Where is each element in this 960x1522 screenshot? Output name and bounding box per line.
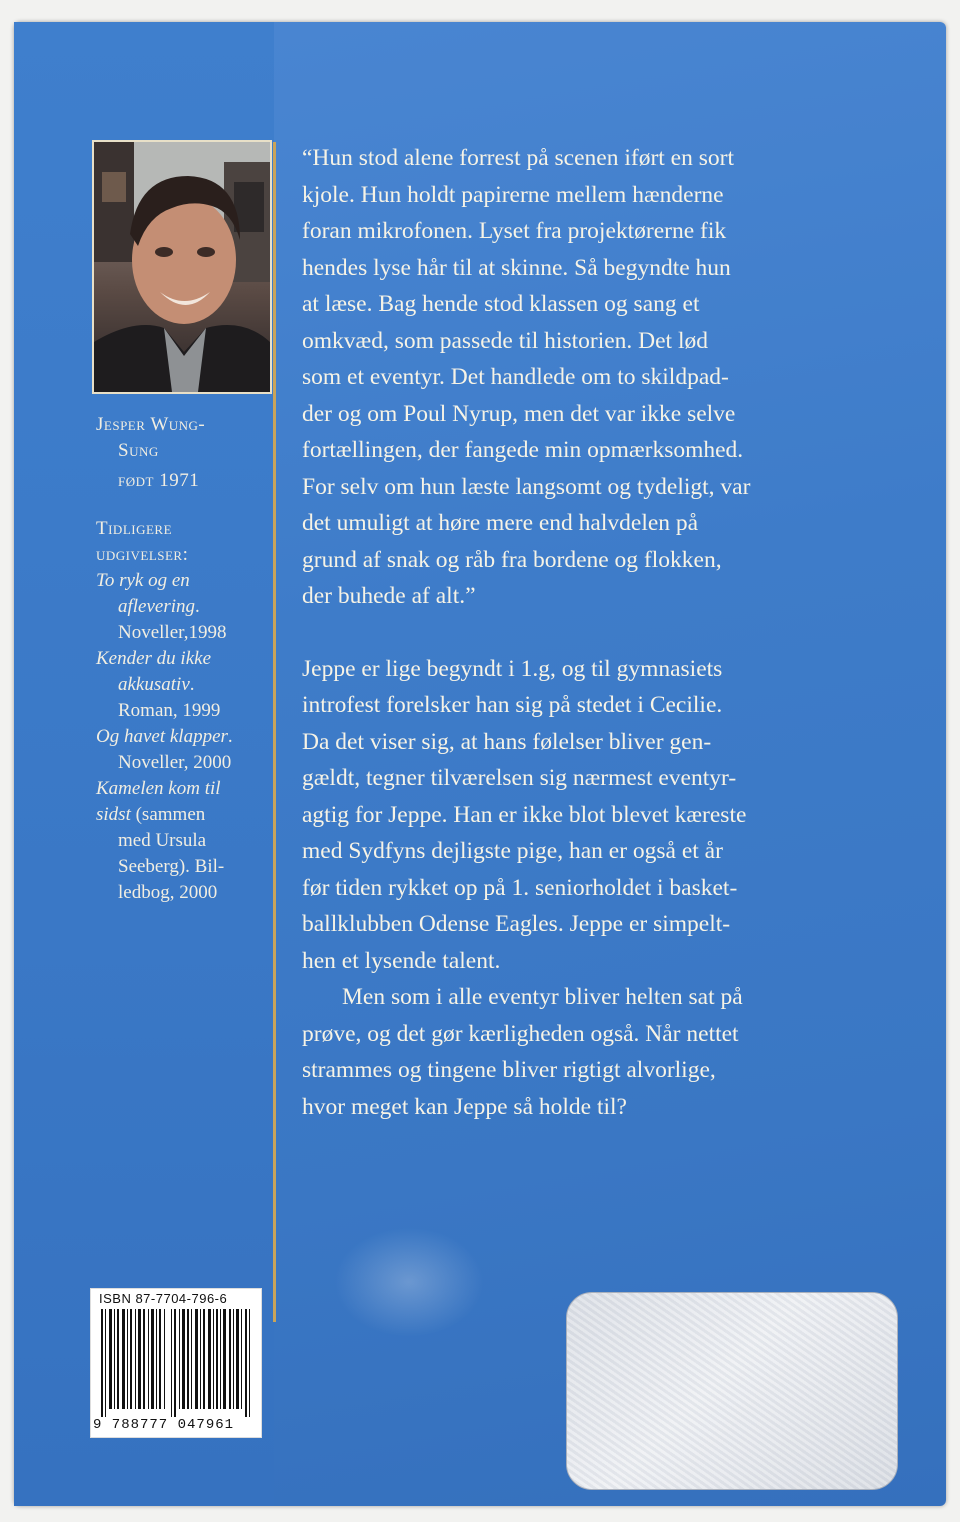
book-title-line2 [96, 672, 266, 698]
book-title-line1: To ryk og en [96, 570, 190, 591]
closing-paragraph: Men som i alle eventyr bliver helten sat på prøve, og det gør kærligheden også. Når nettet strammes og tingene bliver rigtigt alvorlige, hvor meget kan Jeppe så holde til? [302, 984, 743, 1120]
book-title-line2 [96, 802, 266, 828]
book-title-line1 [96, 724, 266, 750]
book-detail: med Ursula [118, 830, 207, 851]
book-title-text: Og havet klapper [96, 726, 228, 747]
barcode-icon [99, 1309, 253, 1417]
book-title-suffix: . [195, 596, 200, 617]
book-title-text: aflevering [118, 596, 196, 617]
excerpt-quote: “Hun stod alene forrest på scenen iført en sort kjole. Hun holdt papirerne mellem hænderne foran mikrofonen. Lyset fra projektørerne fik hendes lyse hår til at skinne. Så begyndte hun at læse. Bag hende stod klassen og sang et omkvæd, som passede til historien. Det lød som et eventyr. Det handlede om to skildpad- der og om Poul Nyrup, men det var ikke selve fortællingen, der fangede min opmærksomhed. For selv om hun læste langsomt og tydeligt, var det umuligt at høre mere end halvdelen på grund af snak og råb fra bordene og flokken, der buhede af alt.” [302, 145, 751, 609]
book-title-suffix: (sammen [130, 804, 206, 825]
author-photo [92, 140, 272, 394]
isbn-number: ISBN 87-7704-796-6 [99, 1291, 228, 1306]
previous-works-heading-line2: udgivelser: [96, 544, 189, 565]
previous-book-2 [96, 646, 266, 724]
book-detail: Noveller,1998 [118, 622, 227, 643]
author-bio [96, 412, 266, 906]
author-name-line1: Jesper Wung- [96, 414, 206, 435]
book-title-text: sidst [96, 804, 131, 825]
previous-book-4 [96, 776, 266, 906]
barcode-label [90, 1288, 262, 1438]
book-title-text: akkusativ [118, 674, 190, 695]
book-detail: Roman, 1999 [118, 700, 221, 721]
price-sticker [566, 1292, 898, 1490]
book-detail: ledbog, 2000 [118, 882, 218, 903]
book-title-line1: Kender du ikke [96, 648, 212, 669]
previous-book-3 [96, 724, 266, 776]
book-title-suffix: . [189, 674, 195, 695]
book-detail: Noveller, 2000 [118, 752, 232, 773]
ean-number: 9 788777 047961 [93, 1417, 235, 1433]
blurb [302, 140, 862, 1125]
book-back-cover [14, 22, 946, 1506]
author-name-line2: Sung [118, 440, 159, 461]
book-title-suffix: . [227, 726, 233, 747]
book-title-line1: Kamelen kom til [96, 778, 221, 799]
author-born: født 1971 [118, 470, 200, 491]
gold-divider-line [273, 142, 276, 1322]
previous-book-1 [96, 568, 266, 646]
cover-scuff-mark [334, 1227, 484, 1337]
book-title-line2 [96, 594, 266, 620]
book-detail: Seeberg). Bil- [118, 856, 225, 877]
synopsis-paragraph: Jeppe er lige begyndt i 1.g, og til gymnasiets introfest forelsker han sig på stedet i Cecilie. Da det viser sig, at hans følelser bliver gen- gældt, tegner tilværelsen sig nærmest eventyr- agtig for Jeppe. Han er ikke blot blevet kæreste med Sydfyns dejligste pige, han er også et år før tiden rykket op på 1. seniorholdet i basket- ballklubben Odense Eagles. Jeppe er simpelt- hen et lysende talent. [302, 655, 747, 974]
previous-works-heading-line1: Tidligere [96, 518, 173, 539]
